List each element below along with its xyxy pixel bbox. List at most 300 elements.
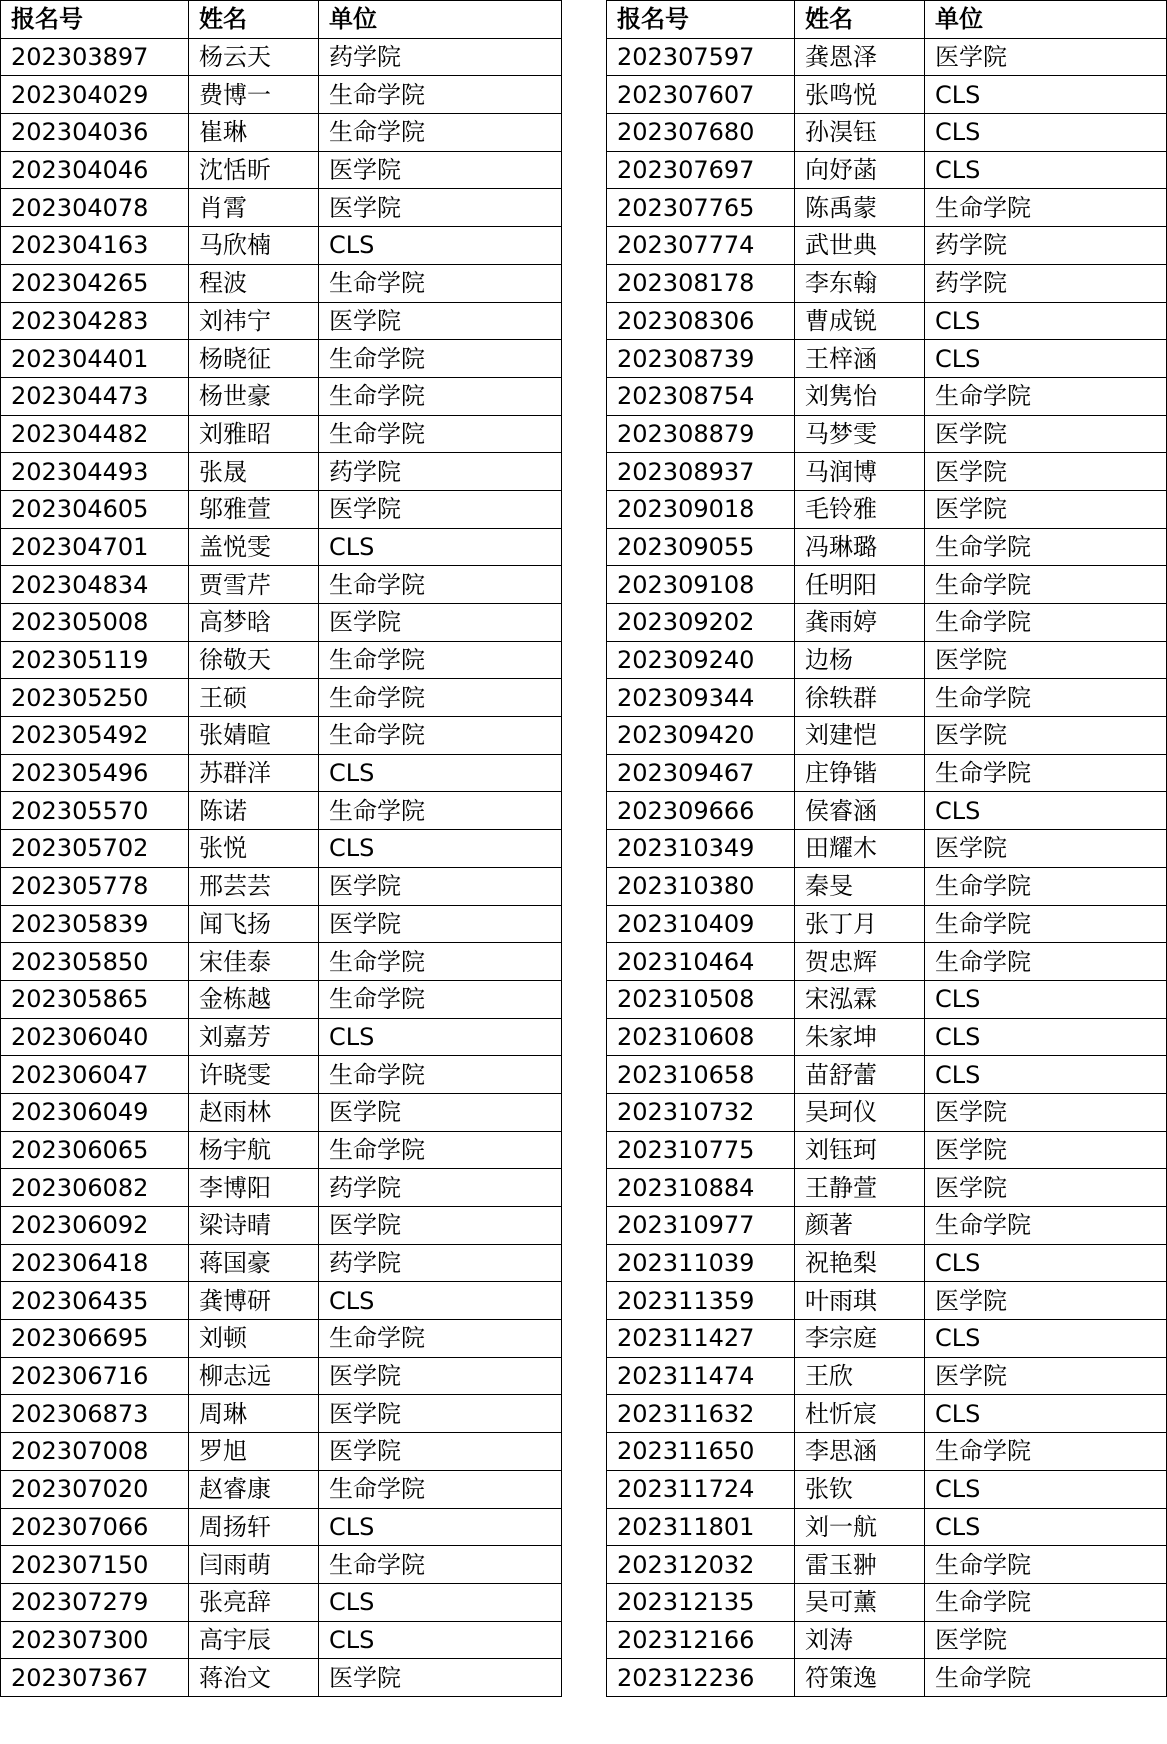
table-row: [1, 1131, 562, 1169]
unit-cell: CLS: [925, 302, 1167, 340]
table-row: [1, 604, 562, 642]
table-row: [1, 830, 562, 868]
table-row: [1, 792, 562, 830]
registration-number-cell: 202312236: [607, 1659, 795, 1697]
registration-number-cell: 202311474: [607, 1357, 795, 1395]
name-cell: 邢芸芸: [189, 867, 319, 905]
registration-number-cell: 202306435: [1, 1282, 189, 1320]
registration-number-cell: 202311632: [607, 1395, 795, 1433]
unit-cell: 生命学院: [319, 1056, 562, 1094]
registration-number-cell: 202307279: [1, 1583, 189, 1621]
table-row: [1, 905, 562, 943]
name-cell: 沈恬昕: [189, 151, 319, 189]
registration-number-cell: 202306082: [1, 1169, 189, 1207]
table-row: [1, 76, 562, 114]
name-cell: 马润博: [795, 453, 925, 491]
name-cell: 符策逸: [795, 1659, 925, 1697]
name-cell: 李东翰: [795, 264, 925, 302]
name-cell: 吴可薰: [795, 1583, 925, 1621]
registration-number-cell: 202309240: [607, 641, 795, 679]
name-cell: 邬雅萱: [189, 490, 319, 528]
registration-number-cell: 202310732: [607, 1093, 795, 1131]
table-row: [1, 1056, 562, 1094]
name-cell: 张丁月: [795, 905, 925, 943]
unit-cell: 医学院: [319, 1659, 562, 1697]
table-row: [607, 830, 1167, 868]
registration-number-cell: 202308739: [607, 340, 795, 378]
name-cell: 田耀木: [795, 830, 925, 868]
registration-number-cell: 202307697: [607, 151, 795, 189]
table-row: [1, 754, 562, 792]
name-cell: 毛铃雅: [795, 490, 925, 528]
registration-number-cell: 202304078: [1, 189, 189, 227]
table-row: [607, 943, 1167, 981]
registration-number-cell: 202305778: [1, 867, 189, 905]
registration-number-cell: 202304605: [1, 490, 189, 528]
name-cell: 贺忠辉: [795, 943, 925, 981]
name-cell: 刘祎宁: [189, 302, 319, 340]
unit-cell: CLS: [925, 1320, 1167, 1358]
name-cell: 张悦: [189, 830, 319, 868]
registration-number-cell: 202304163: [1, 227, 189, 265]
registration-number-cell: 202305839: [1, 905, 189, 943]
table-row: [607, 227, 1167, 265]
table-row: [1, 1583, 562, 1621]
name-cell: 武世典: [795, 227, 925, 265]
table-row: [607, 528, 1167, 566]
name-cell: 朱家坤: [795, 1018, 925, 1056]
registration-number-cell: 202309344: [607, 679, 795, 717]
unit-cell: 生命学院: [319, 76, 562, 114]
header-name: 姓名: [189, 1, 319, 39]
unit-cell: 医学院: [319, 1433, 562, 1471]
registration-number-cell: 202307680: [607, 114, 795, 152]
unit-cell: 生命学院: [925, 679, 1167, 717]
table-row: [1, 340, 562, 378]
table-row: [607, 641, 1167, 679]
registration-number-cell: 202308937: [607, 453, 795, 491]
roster-table-right: [606, 0, 1167, 1697]
name-cell: 颜著: [795, 1207, 925, 1245]
unit-cell: 医学院: [925, 1093, 1167, 1131]
unit-cell: CLS: [925, 1056, 1167, 1094]
registration-number-cell: 202310884: [607, 1169, 795, 1207]
name-cell: 苏群洋: [189, 754, 319, 792]
unit-cell: 生命学院: [925, 1433, 1167, 1471]
registration-number-cell: 202304482: [1, 415, 189, 453]
header-registration-number: 报名号: [1, 1, 189, 39]
registration-number-cell: 202309108: [607, 566, 795, 604]
unit-cell: 生命学院: [319, 679, 562, 717]
unit-cell: 生命学院: [319, 264, 562, 302]
unit-cell: CLS: [319, 1583, 562, 1621]
table-row: [607, 905, 1167, 943]
table-row: [1, 1395, 562, 1433]
name-cell: 费博一: [189, 76, 319, 114]
unit-cell: 生命学院: [319, 943, 562, 981]
unit-cell: 药学院: [319, 453, 562, 491]
unit-cell: 生命学院: [319, 340, 562, 378]
name-cell: 刘涛: [795, 1621, 925, 1659]
table-row: [607, 114, 1167, 152]
registration-number-cell: 202304036: [1, 114, 189, 152]
name-cell: 祝艳梨: [795, 1244, 925, 1282]
registration-number-cell: 202307150: [1, 1546, 189, 1584]
table-row: [1, 1659, 562, 1697]
table-row: [1, 528, 562, 566]
table-row: [1, 1169, 562, 1207]
unit-cell: 生命学院: [925, 1659, 1167, 1697]
table-row: [607, 1093, 1167, 1131]
name-cell: 罗旭: [189, 1433, 319, 1471]
name-cell: 刘建恺: [795, 717, 925, 755]
unit-cell: 药学院: [319, 38, 562, 76]
unit-cell: 药学院: [925, 264, 1167, 302]
table-row: [1, 453, 562, 491]
table-row: [607, 754, 1167, 792]
unit-cell: 生命学院: [319, 717, 562, 755]
unit-cell: CLS: [319, 1508, 562, 1546]
registration-number-cell: 202311039: [607, 1244, 795, 1282]
name-cell: 李宗庭: [795, 1320, 925, 1358]
name-cell: 周扬轩: [189, 1508, 319, 1546]
table-row: [607, 1320, 1167, 1358]
name-cell: 任明阳: [795, 566, 925, 604]
registration-number-cell: 202309467: [607, 754, 795, 792]
unit-cell: 生命学院: [319, 415, 562, 453]
table-row: [607, 38, 1167, 76]
unit-cell: 生命学院: [319, 1546, 562, 1584]
unit-cell: CLS: [319, 227, 562, 265]
registration-number-cell: 202309420: [607, 717, 795, 755]
unit-cell: CLS: [925, 1470, 1167, 1508]
header-unit: 单位: [925, 1, 1167, 39]
unit-cell: 生命学院: [319, 641, 562, 679]
unit-cell: 生命学院: [925, 754, 1167, 792]
unit-cell: 医学院: [925, 717, 1167, 755]
registration-number-cell: 202310380: [607, 867, 795, 905]
name-cell: 杜忻宸: [795, 1395, 925, 1433]
registration-number-cell: 202304701: [1, 528, 189, 566]
name-cell: 张婧暄: [189, 717, 319, 755]
registration-number-cell: 202310658: [607, 1056, 795, 1094]
unit-cell: 医学院: [319, 189, 562, 227]
registration-number-cell: 202309202: [607, 604, 795, 642]
table-row: [1, 1320, 562, 1358]
unit-cell: CLS: [925, 76, 1167, 114]
name-cell: 马梦雯: [795, 415, 925, 453]
registration-number-cell: 202306873: [1, 1395, 189, 1433]
name-cell: 陈禹蒙: [795, 189, 925, 227]
unit-cell: 医学院: [925, 1282, 1167, 1320]
unit-cell: CLS: [925, 1395, 1167, 1433]
unit-cell: 医学院: [925, 1621, 1167, 1659]
name-cell: 蒋治文: [189, 1659, 319, 1697]
unit-cell: CLS: [925, 980, 1167, 1018]
registration-number-cell: 202310508: [607, 980, 795, 1018]
table-row: [1, 114, 562, 152]
table-row: [607, 867, 1167, 905]
table-row: [607, 340, 1167, 378]
registration-number-cell: 202305008: [1, 604, 189, 642]
table-row: [607, 1282, 1167, 1320]
name-cell: 张鸣悦: [795, 76, 925, 114]
name-cell: 刘雅昭: [189, 415, 319, 453]
table-row: [607, 1583, 1167, 1621]
unit-cell: CLS: [925, 1508, 1167, 1546]
name-cell: 宋泓霖: [795, 980, 925, 1018]
unit-cell: CLS: [319, 830, 562, 868]
registration-number-cell: 202309666: [607, 792, 795, 830]
registration-number-cell: 202305865: [1, 980, 189, 1018]
unit-cell: 医学院: [319, 867, 562, 905]
registration-number-cell: 202311801: [607, 1508, 795, 1546]
registration-number-cell: 202304283: [1, 302, 189, 340]
registration-number-cell: 202305570: [1, 792, 189, 830]
registration-number-cell: 202305850: [1, 943, 189, 981]
roster-table-left-body: [1, 1, 562, 1697]
table-row: [1, 1621, 562, 1659]
unit-cell: 生命学院: [319, 980, 562, 1018]
table-row: [1, 1282, 562, 1320]
registration-number-cell: 202304493: [1, 453, 189, 491]
table-row: [607, 76, 1167, 114]
registration-number-cell: 202306065: [1, 1131, 189, 1169]
registration-number-cell: 202307008: [1, 1433, 189, 1471]
unit-cell: 生命学院: [925, 566, 1167, 604]
registration-number-cell: 202311724: [607, 1470, 795, 1508]
registration-number-cell: 202304401: [1, 340, 189, 378]
name-cell: 盖悦雯: [189, 528, 319, 566]
name-cell: 张钦: [795, 1470, 925, 1508]
table-row: [607, 792, 1167, 830]
header-registration-number: 报名号: [607, 1, 795, 39]
registration-number-cell: 202304834: [1, 566, 189, 604]
name-cell: 高宇辰: [189, 1621, 319, 1659]
header-row: [607, 1, 1167, 39]
table-row: [607, 679, 1167, 717]
registration-number-cell: 202307607: [607, 76, 795, 114]
name-cell: 杨世豪: [189, 377, 319, 415]
unit-cell: CLS: [925, 1244, 1167, 1282]
unit-cell: 生命学院: [925, 1207, 1167, 1245]
name-cell: 雷玉翀: [795, 1546, 925, 1584]
unit-cell: 生命学院: [925, 604, 1167, 642]
unit-cell: 药学院: [319, 1244, 562, 1282]
registration-number-cell: 202310608: [607, 1018, 795, 1056]
unit-cell: CLS: [925, 792, 1167, 830]
registration-number-cell: 202307774: [607, 227, 795, 265]
table-row: [1, 264, 562, 302]
unit-cell: CLS: [925, 114, 1167, 152]
unit-cell: 医学院: [925, 415, 1167, 453]
header-unit: 单位: [319, 1, 562, 39]
name-cell: 刘钰珂: [795, 1131, 925, 1169]
name-cell: 王梓涵: [795, 340, 925, 378]
table-row: [1, 943, 562, 981]
name-cell: 赵睿康: [189, 1470, 319, 1508]
table-row: [1, 1357, 562, 1395]
unit-cell: 生命学院: [319, 114, 562, 152]
name-cell: 陈诺: [189, 792, 319, 830]
name-cell: 刘隽怡: [795, 377, 925, 415]
registration-number-cell: 202304473: [1, 377, 189, 415]
table-row: [1, 1433, 562, 1471]
name-cell: 曹成锐: [795, 302, 925, 340]
table-row: [607, 302, 1167, 340]
unit-cell: 医学院: [925, 453, 1167, 491]
unit-cell: 医学院: [925, 641, 1167, 679]
unit-cell: 医学院: [319, 905, 562, 943]
table-row: [1, 566, 562, 604]
unit-cell: 医学院: [319, 151, 562, 189]
table-row: [607, 1621, 1167, 1659]
name-cell: 徐敬天: [189, 641, 319, 679]
name-cell: 龚雨婷: [795, 604, 925, 642]
name-cell: 杨晓征: [189, 340, 319, 378]
unit-cell: 生命学院: [925, 943, 1167, 981]
name-cell: 蒋国豪: [189, 1244, 319, 1282]
table-row: [1, 1018, 562, 1056]
unit-cell: CLS: [925, 1018, 1167, 1056]
table-row: [607, 1659, 1167, 1697]
registration-number-cell: 202310775: [607, 1131, 795, 1169]
unit-cell: 医学院: [319, 1395, 562, 1433]
registration-number-cell: 202306040: [1, 1018, 189, 1056]
table-row: [607, 1508, 1167, 1546]
name-cell: 宋佳泰: [189, 943, 319, 981]
unit-cell: 医学院: [925, 1357, 1167, 1395]
registration-number-cell: 202306092: [1, 1207, 189, 1245]
table-row: [1, 1207, 562, 1245]
name-cell: 龚博研: [189, 1282, 319, 1320]
table-row: [1, 867, 562, 905]
unit-cell: 医学院: [925, 1169, 1167, 1207]
table-row: [607, 980, 1167, 1018]
unit-cell: 生命学院: [925, 1546, 1167, 1584]
unit-cell: CLS: [319, 754, 562, 792]
name-cell: 秦旻: [795, 867, 925, 905]
table-row: [607, 151, 1167, 189]
unit-cell: 生命学院: [925, 1583, 1167, 1621]
registration-number-cell: 202307300: [1, 1621, 189, 1659]
unit-cell: CLS: [925, 340, 1167, 378]
registration-number-cell: 202307597: [607, 38, 795, 76]
name-cell: 侯睿涵: [795, 792, 925, 830]
name-cell: 李思涵: [795, 1433, 925, 1471]
registration-number-cell: 202304046: [1, 151, 189, 189]
table-row: [1, 302, 562, 340]
table-row: [1, 415, 562, 453]
unit-cell: 医学院: [925, 38, 1167, 76]
registration-number-cell: 202305496: [1, 754, 189, 792]
roster-table-right-body: [607, 1, 1167, 1697]
name-cell: 吴珂仪: [795, 1093, 925, 1131]
registration-number-cell: 202312166: [607, 1621, 795, 1659]
registration-number-cell: 202310349: [607, 830, 795, 868]
name-cell: 程波: [189, 264, 319, 302]
registration-number-cell: 202310409: [607, 905, 795, 943]
name-cell: 闫雨萌: [189, 1546, 319, 1584]
table-row: [1, 980, 562, 1018]
registration-number-cell: 202309055: [607, 528, 795, 566]
name-cell: 叶雨琪: [795, 1282, 925, 1320]
registration-number-cell: 202311427: [607, 1320, 795, 1358]
table-row: [607, 566, 1167, 604]
table-row: [607, 1546, 1167, 1584]
registration-number-cell: 202311650: [607, 1433, 795, 1471]
header-row: [1, 1, 562, 39]
registration-number-cell: 202305702: [1, 830, 189, 868]
registration-number-cell: 202311359: [607, 1282, 795, 1320]
name-cell: 刘一航: [795, 1508, 925, 1546]
unit-cell: CLS: [319, 1621, 562, 1659]
registration-number-cell: 202308306: [607, 302, 795, 340]
table-row: [607, 490, 1167, 528]
table-row: [607, 189, 1167, 227]
name-cell: 李博阳: [189, 1169, 319, 1207]
registration-number-cell: 202305492: [1, 717, 189, 755]
table-row: [1, 1508, 562, 1546]
table-row: [607, 1244, 1167, 1282]
table-row: [607, 1018, 1167, 1056]
name-cell: 王欣: [795, 1357, 925, 1395]
unit-cell: 生命学院: [319, 1320, 562, 1358]
name-cell: 徐轶群: [795, 679, 925, 717]
name-cell: 赵雨林: [189, 1093, 319, 1131]
unit-cell: 医学院: [925, 1131, 1167, 1169]
registration-number-cell: 202305250: [1, 679, 189, 717]
name-cell: 闻飞扬: [189, 905, 319, 943]
table-row: [607, 1131, 1167, 1169]
name-cell: 高梦晗: [189, 604, 319, 642]
table-row: [1, 717, 562, 755]
table-row: [1, 641, 562, 679]
unit-cell: 医学院: [925, 490, 1167, 528]
unit-cell: 生命学院: [925, 189, 1167, 227]
name-cell: 孙淏钰: [795, 114, 925, 152]
unit-cell: 药学院: [319, 1169, 562, 1207]
name-cell: 马欣楠: [189, 227, 319, 265]
registration-number-cell: 202304029: [1, 76, 189, 114]
name-cell: 庄铮锴: [795, 754, 925, 792]
unit-cell: 生命学院: [925, 905, 1167, 943]
table-row: [607, 1433, 1167, 1471]
unit-cell: CLS: [319, 1018, 562, 1056]
name-cell: 金栋越: [189, 980, 319, 1018]
unit-cell: 生命学院: [319, 377, 562, 415]
name-cell: 龚恩泽: [795, 38, 925, 76]
header-name: 姓名: [795, 1, 925, 39]
unit-cell: CLS: [319, 528, 562, 566]
table-row: [1, 151, 562, 189]
name-cell: 向妤菡: [795, 151, 925, 189]
unit-cell: 医学院: [319, 604, 562, 642]
table-row: [607, 1056, 1167, 1094]
unit-cell: 生命学院: [925, 528, 1167, 566]
table-row: [607, 1357, 1167, 1395]
registration-number-cell: 202308178: [607, 264, 795, 302]
unit-cell: 医学院: [319, 302, 562, 340]
name-cell: 张亮辞: [189, 1583, 319, 1621]
name-cell: 梁诗晴: [189, 1207, 319, 1245]
unit-cell: 生命学院: [319, 566, 562, 604]
table-row: [1, 189, 562, 227]
table-row: [607, 604, 1167, 642]
unit-cell: 药学院: [925, 227, 1167, 265]
unit-cell: 医学院: [319, 1207, 562, 1245]
name-cell: 周琳: [189, 1395, 319, 1433]
